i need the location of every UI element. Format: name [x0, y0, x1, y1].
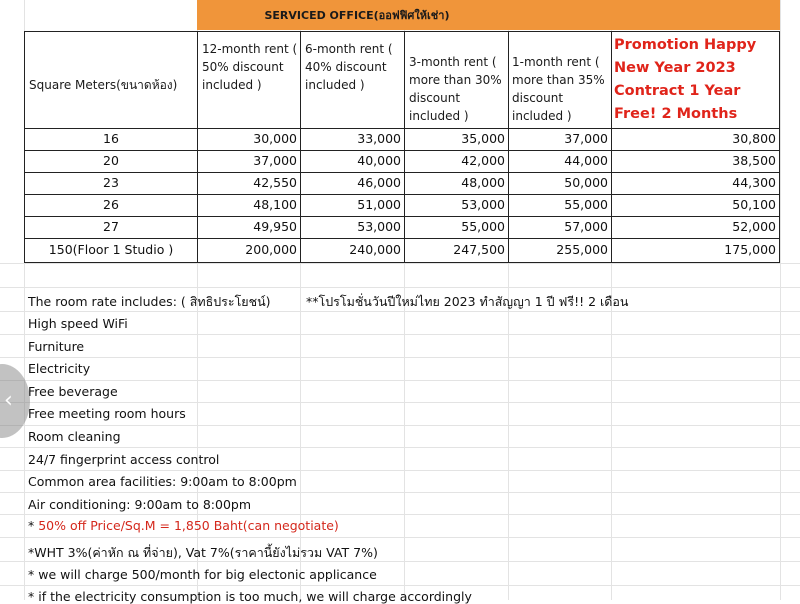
grid-line — [0, 447, 800, 448]
thai-promo-note: **โปรโมชั่นวันปีใหม่ไทย 2023 ทำสัญญา 1 ปี ฟรี!! 2 เดือน — [306, 294, 629, 309]
cell-3-month: 53,000 — [461, 197, 505, 212]
grid-line — [0, 287, 800, 288]
cell-1-month: 255,000 — [556, 242, 608, 257]
price-note-star: * — [28, 518, 39, 533]
list-item: Free meeting room hours — [28, 406, 186, 421]
cell-size: 26 — [103, 197, 119, 212]
list-item: Room cleaning — [28, 429, 121, 444]
header-line: 1-month rent ( — [512, 55, 600, 69]
charge-note: * we will charge 500/month for big electonic applicance — [28, 567, 377, 582]
cell-1-month: 44,000 — [564, 153, 608, 168]
includes-title: The room rate includes: ( สิทธิประโยชน์) — [28, 294, 271, 309]
header-line: included ) — [512, 109, 572, 123]
cell-promo: 30,800 — [732, 131, 776, 146]
price-note — [28, 518, 339, 533]
list-item: Common area facilities: 9:00am to 8:00pm — [28, 474, 297, 489]
header-12-month — [202, 40, 297, 94]
cell-6-month: 40,000 — [357, 153, 401, 168]
header-line: more than 30% — [409, 73, 502, 87]
cell-6-month: 240,000 — [349, 242, 401, 257]
cell-size: 150(Floor 1 Studio ) — [48, 242, 174, 257]
cell-3-month: 55,000 — [461, 219, 505, 234]
list-item: Electricity — [28, 361, 91, 376]
cell-12-month: 49,950 — [253, 219, 297, 234]
header-1-month — [512, 53, 605, 125]
cell-12-month: 48,100 — [253, 197, 297, 212]
cell-size: 16 — [103, 131, 119, 146]
cell-1-month: 50,000 — [564, 175, 608, 190]
cell-6-month: 51,000 — [357, 197, 401, 212]
cell-1-month: 37,000 — [564, 131, 608, 146]
header-line: 6-month rent ( — [305, 42, 393, 56]
cell-6-month: 33,000 — [357, 131, 401, 146]
header-line: 40% discount — [305, 60, 387, 74]
header-square-meters: Square Meters(ขนาดห้อง) — [29, 78, 178, 92]
header-line: more than 35% — [512, 73, 605, 87]
grid-line — [0, 380, 800, 381]
electric-note: * if the electricity consumption is too much, we will charge accordingly — [28, 589, 472, 604]
grid-line — [0, 537, 800, 538]
wht-note: *WHT 3%(ค่าหัก ณ ที่จ่าย), Vat 7%(ราคานี้ยังไม่รวม VAT 7%) — [28, 545, 378, 560]
cell-size: 20 — [103, 153, 119, 168]
cell-12-month: 42,550 — [253, 175, 297, 190]
grid-line — [0, 357, 800, 358]
cell-3-month: 247,500 — [453, 242, 505, 257]
promo-line: Contract 1 Year — [614, 83, 741, 99]
promo-line: Promotion Happy — [614, 37, 757, 53]
header-line: included ) — [305, 78, 365, 92]
header-line: discount — [512, 91, 564, 105]
header-line: 12-month rent ( — [202, 42, 298, 56]
cell-promo: 44,300 — [732, 175, 776, 190]
cell-promo: 50,100 — [732, 197, 776, 212]
cell-promo: 52,000 — [732, 219, 776, 234]
header-6-month — [305, 40, 393, 94]
promo-line: New Year 2023 — [614, 60, 736, 76]
cell-1-month: 55,000 — [564, 197, 608, 212]
header-line: 50% discount — [202, 60, 284, 74]
cell-3-month: 42,000 — [461, 153, 505, 168]
grid-line — [0, 402, 800, 403]
banner-title: SERVICED OFFICE(ออฟฟิศให้เช่า) — [264, 9, 450, 22]
cell-6-month: 46,000 — [357, 175, 401, 190]
price-note-text: 50% off Price/Sq.M = 1,850 Baht(can negotiate) — [38, 518, 339, 533]
list-item: 24/7 fingerprint access control — [28, 452, 220, 467]
grid-line — [0, 263, 800, 264]
cell-promo: 175,000 — [724, 242, 776, 257]
header-3-month — [409, 53, 502, 125]
grid-line — [0, 470, 800, 471]
list-item: Free beverage — [28, 384, 118, 399]
header-line: included ) — [202, 78, 262, 92]
promo-line: Free! 2 Months — [614, 106, 738, 122]
cell-3-month: 35,000 — [461, 131, 505, 146]
cell-1-month: 57,000 — [564, 219, 608, 234]
grid-line — [780, 0, 781, 600]
grid-line — [0, 492, 800, 493]
header-line: 3-month rent ( — [409, 55, 497, 69]
grid-line — [0, 585, 800, 586]
cell-size: 23 — [103, 175, 119, 190]
cell-6-month: 53,000 — [357, 219, 401, 234]
previous-button[interactable] — [0, 364, 30, 438]
list-item: High speed WiFi — [28, 316, 128, 331]
cell-size: 27 — [103, 219, 119, 234]
list-item: Air conditioning: 9:00am to 8:00pm — [28, 497, 252, 512]
header-line: discount — [409, 91, 461, 105]
cell-12-month: 37,000 — [253, 153, 297, 168]
cell-3-month: 48,000 — [461, 175, 505, 190]
cell-promo: 38,500 — [732, 153, 776, 168]
grid-line — [0, 334, 800, 335]
list-item: Furniture — [28, 339, 85, 354]
grid-line — [0, 514, 800, 515]
cell-12-month: 200,000 — [245, 242, 297, 257]
chevron-left-icon: ‹ — [4, 388, 13, 413]
header-line: included ) — [409, 109, 469, 123]
grid-line — [0, 425, 800, 426]
header-promotion — [614, 34, 756, 126]
cell-12-month: 30,000 — [253, 131, 297, 146]
